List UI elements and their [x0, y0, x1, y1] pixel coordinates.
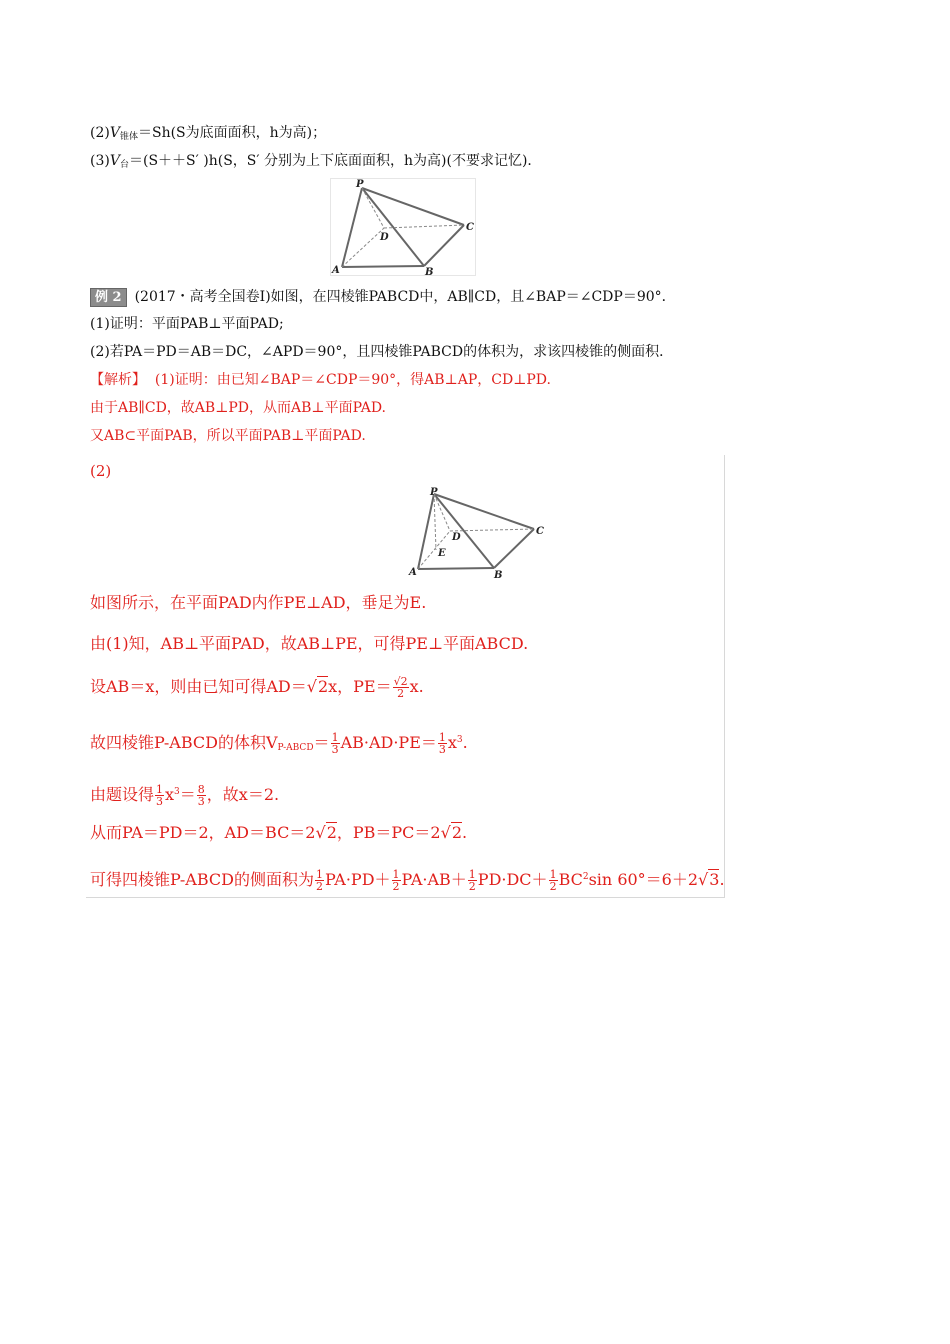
pyramid-figure-2	[404, 484, 554, 580]
label-C: C	[466, 222, 474, 233]
label-B: B	[425, 267, 434, 276]
analysis-label: 【解析】	[90, 372, 146, 388]
solution-step-6: 从而PA＝PD＝2，AD＝BC＝2√2，PB＝PC＝2√2.	[90, 823, 468, 842]
edge-BC	[424, 225, 464, 266]
fraction: $\frac{1}{2}$	[549, 868, 557, 893]
edge-BC	[494, 529, 534, 568]
label-A: A	[332, 265, 340, 276]
label-B: B	[494, 570, 503, 580]
fraction: $\frac{8}{3}$	[197, 783, 205, 808]
label-E: E	[438, 548, 446, 559]
edge-AB	[342, 266, 424, 267]
analysis-line-3: 又AB⊂平面PAB，所以平面PAB⊥平面PAD.	[90, 428, 366, 444]
fraction: $\frac{1}{2}$	[315, 868, 323, 893]
label-P: P	[356, 179, 364, 190]
analysis-line-1: 【解析】 (1)证明：由已知∠BAP＝∠CDP＝90°，得AB⊥AP，CD⊥PD.	[90, 372, 551, 388]
solution-step-1: 如图所示，在平面PAD内作PE⊥AD，垂足为E.	[90, 593, 427, 612]
edge-PA	[418, 494, 434, 569]
solution-step-4: 故四棱锥P-ABCD的体积$V_{P-ABCD}=$ $\frac{1}{3}$ AB·AD·PE＝ $\frac{1}{3}$ $x^3$.	[90, 731, 468, 756]
edge-PA	[342, 188, 362, 267]
edge-DC	[384, 225, 464, 228]
example-source: (2017・高考全国卷Ⅰ)如图，在四棱锥PABCD中，AB∥CD，且∠BAP＝∠CDP＝90°．	[134, 289, 676, 305]
formula-cone: $(2)V_{锥体}=Sh(S$为底面面积，h为高)；	[90, 125, 327, 142]
example-badge: 例 2	[90, 288, 127, 307]
label-D: D	[452, 532, 461, 543]
solution-step-2: 由(1)知，AB⊥平面PAD，故AB⊥PE，可得PE⊥平面ABCD.	[90, 634, 529, 653]
solution-step-3: 设AB＝x，则由已知可得AD＝√2x，PE＝ $\frac{√2}{2}$ x.	[90, 675, 424, 700]
label-A: A	[409, 567, 417, 578]
pyramid-figure-1	[330, 178, 476, 276]
solution-step-7: 可得四棱锥P-ABCD的侧面积为 $\frac{1}{2}$ PA·PD＋ $\frac{1}{2}$ PA·AB＋ $\frac{1}{2}$ PD·DC＋ $\frac{1}{2}$ $BC^2\sin$ 60°＝6＋2√3.	[90, 868, 725, 893]
edge-AD	[342, 228, 384, 267]
example-heading	[90, 287, 676, 307]
label-P: P	[430, 487, 438, 498]
fraction: $\frac{1}{3}$	[438, 731, 446, 756]
fraction: $\frac{1}{3}$	[331, 731, 339, 756]
question-2: (2)若PA＝PD＝AB＝DC，∠APD＝90°，且四棱锥PABCD的体积为，求该四棱锥的侧面积．	[90, 344, 674, 360]
label-C: C	[536, 526, 544, 537]
fraction: $\frac{1}{3}$	[156, 783, 164, 808]
formula-frustum: $(3)V_台=(S++S'$ )h(S，S′ 分别为上下底面面积，h为高)(不要求记忆)．	[90, 153, 542, 170]
fraction: $\frac{1}{2}$	[468, 868, 476, 893]
fraction: $\frac{√2}{2}$	[393, 675, 408, 700]
fraction: $\frac{1}{2}$	[392, 868, 400, 893]
edge-AB	[418, 568, 494, 569]
analysis-line-2: 由于AB∥CD，故AB⊥PD，从而AB⊥平面PAD.	[90, 400, 386, 416]
solution-step-5: 由题设得 $\frac{1}{3}$ $x^3=$ $\frac{8}{3}$ ，故x＝2.	[90, 783, 280, 808]
label-D: D	[380, 232, 389, 243]
edge-PE	[434, 494, 436, 550]
question-1: (1)证明：平面PAB⊥平面PAD;	[90, 316, 284, 332]
part2-label: (2)	[90, 462, 112, 480]
